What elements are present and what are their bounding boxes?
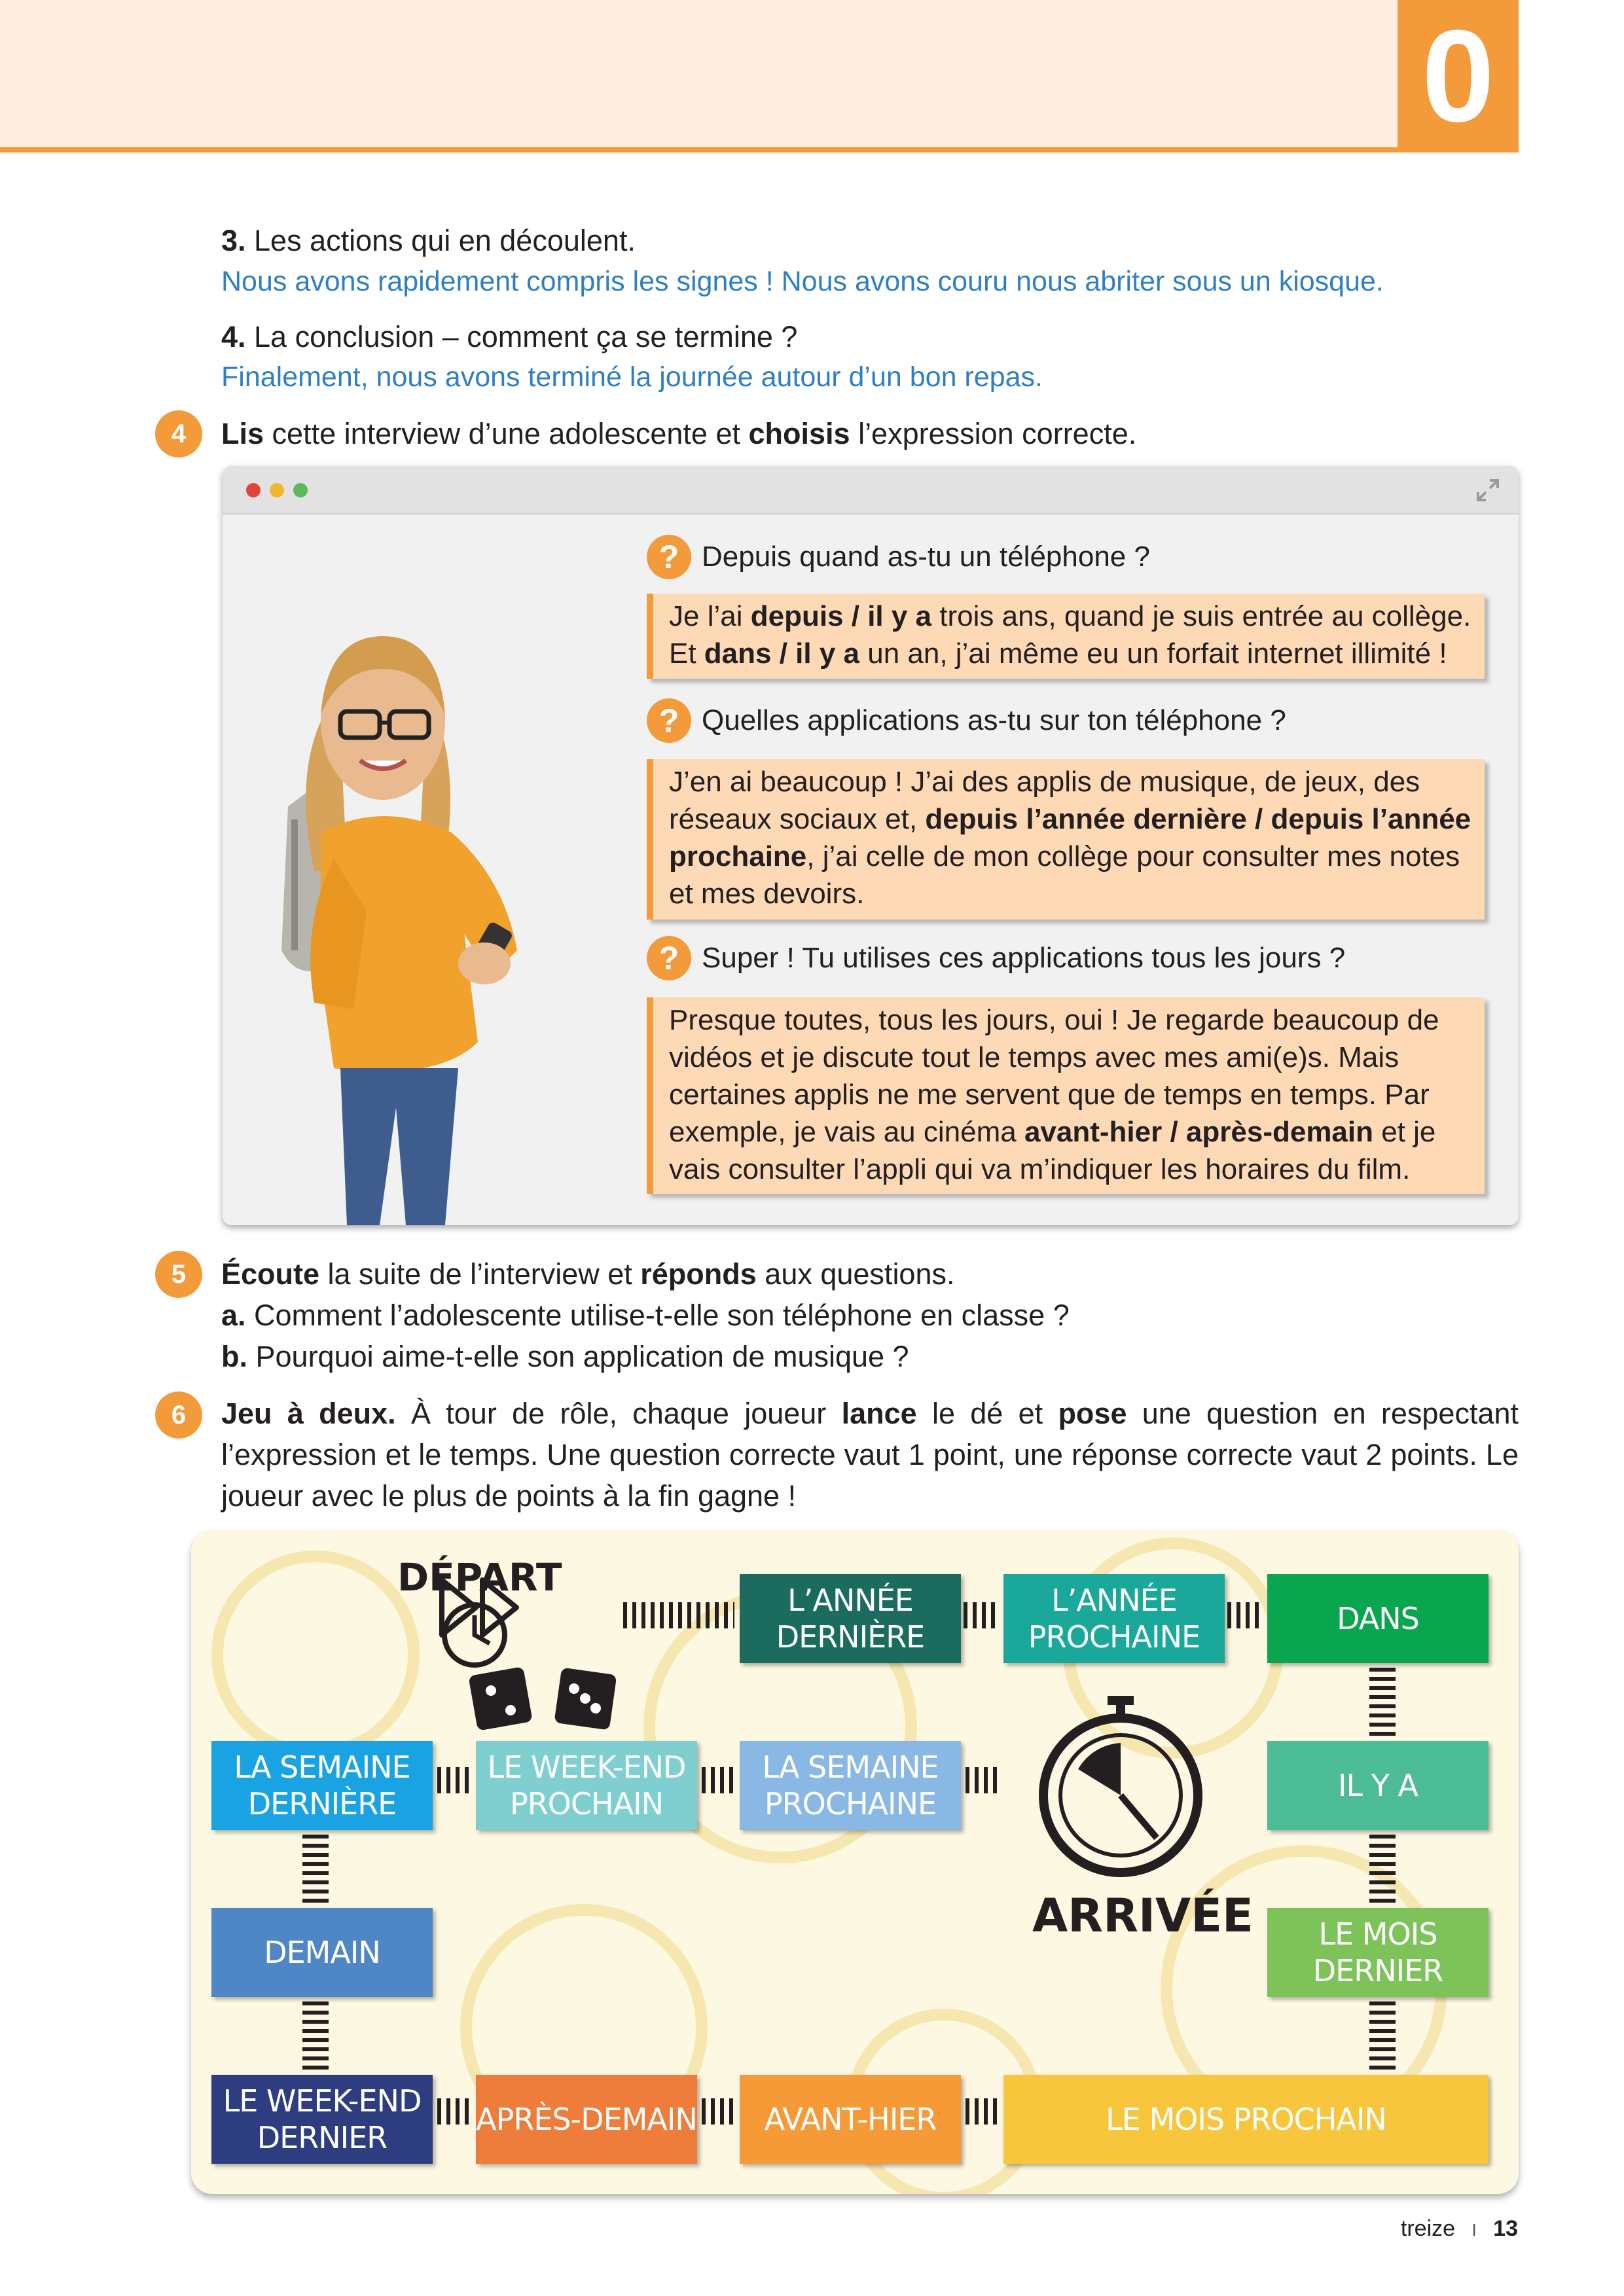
minimize-dot-icon bbox=[270, 483, 284, 497]
path-connector bbox=[302, 1835, 329, 1907]
path-connector bbox=[702, 2098, 734, 2125]
tile-demain[interactable]: DEMAIN bbox=[211, 1908, 433, 1997]
exercise5-question-b: b. Pourquoi aime-t-elle son application de musique ? bbox=[221, 1340, 909, 1373]
exercise5-question-a: a. Comment l’adolescente utilise-t-elle son téléphone en classe ? bbox=[221, 1299, 1070, 1332]
path-connector bbox=[623, 1602, 734, 1628]
exercise3-item4-answer: Finalement, nous avons terminé la journée autour d’un bon repas. bbox=[221, 361, 1043, 393]
question-mark-icon: ? bbox=[647, 936, 691, 980]
question-1-text: Depuis quand as-tu un téléphone ? bbox=[702, 541, 1150, 573]
board-game bbox=[191, 1530, 1519, 2194]
exercise4-instruction: Lis cette interview d’une adolescente et choisis l’expression correcte. bbox=[221, 417, 1137, 450]
page-footer bbox=[1401, 2216, 1518, 2242]
exercise3-item3: 3. Les actions qui en découlent. bbox=[221, 224, 636, 257]
tile-apres-demain[interactable]: APRÈS-DEMAIN bbox=[476, 2075, 697, 2164]
tile-weekend-dernier[interactable]: LE WEEK-END DERNIER bbox=[211, 2075, 433, 2164]
question-2-text: Quelles applications as-tu sur ton téléphone ? bbox=[702, 704, 1286, 736]
tile-dans[interactable]: DANS bbox=[1267, 1574, 1489, 1663]
path-connector bbox=[302, 2001, 329, 2073]
answer-1: Je l’ai depuis / il y a trois ans, quand je suis entrée au collège. Et dans / il y a un an, j’ai même eu un forfait internet illimité ! bbox=[647, 594, 1485, 679]
question-3-text: Super ! Tu utilises ces applications tous les jours ? bbox=[702, 942, 1346, 974]
question-mark-icon: ? bbox=[647, 535, 691, 579]
exercise3-item4: 4. La conclusion – comment ça se termine ? bbox=[221, 320, 798, 353]
page-number: 13 bbox=[1493, 2216, 1518, 2241]
tile-weekend-prochain[interactable]: LE WEEK-END PROCHAIN bbox=[476, 1741, 697, 1830]
question-mark-icon: ? bbox=[647, 698, 691, 743]
exercise4-number: 4 bbox=[155, 410, 202, 457]
exercise5-instruction: Écoute la suite de l’interview et réponds aux questions. bbox=[221, 1257, 955, 1291]
answer-2: J’en ai beaucoup ! J’ai des applis de musique, de jeux, des réseaux sociaux et, depuis l’année dernière / depuis l’année prochaine, j’ai celle de mon collège pour consulter mes notes et mes devoirs. bbox=[647, 759, 1485, 920]
path-connector bbox=[965, 1767, 998, 1793]
window-titlebar bbox=[223, 466, 1519, 514]
expand-icon[interactable] bbox=[1475, 478, 1500, 503]
path-connector bbox=[702, 1767, 734, 1793]
exercise5-number: 5 bbox=[155, 1251, 202, 1298]
close-dot-icon bbox=[246, 483, 261, 497]
path-connector bbox=[965, 2098, 998, 2125]
teenage-girl-illustration bbox=[242, 584, 609, 1225]
clock-icon bbox=[439, 1599, 511, 1671]
footer-separator: I bbox=[1471, 2220, 1477, 2240]
tile-il-y-a[interactable]: IL Y A bbox=[1267, 1741, 1489, 1830]
stopwatch-icon bbox=[1022, 1687, 1219, 1884]
interview-window bbox=[223, 466, 1519, 1225]
tile-mois-prochain[interactable]: LE MOIS PROCHAIN bbox=[1003, 2075, 1489, 2164]
tile-semaine-derniere[interactable]: LA SEMAINE DERNIÈRE bbox=[211, 1741, 433, 1830]
maximize-dot-icon bbox=[293, 483, 308, 497]
path-connector bbox=[1369, 1835, 1396, 1907]
path-connector bbox=[1369, 2001, 1396, 2073]
answer-3: Presque toutes, tous les jours, oui ! Je regarde beaucoup de vidéos et je discute tout le temps avec mes ami(e)s. Mais certaines applis ne me servent que de temps en temps. Par exemple, je vais au cinéma avant-hier / après-demain et je vais consulter l’appli qui va m’indiquer les horaires du film. bbox=[647, 997, 1485, 1194]
tile-semaine-prochaine[interactable]: LA SEMAINE PROCHAINE bbox=[740, 1741, 961, 1830]
header-band bbox=[0, 0, 1398, 147]
chapter-number: 0 bbox=[1398, 0, 1519, 152]
exercise6-instruction: Jeu à deux. À tour de rôle, chaque joueur lance le dé et pose une question en respectant l’expression et le temps. Une question correcte vaut 1 point, une réponse correcte vaut 2 points. Le joueur avec le plus de points à la fin gagne ! bbox=[221, 1397, 1519, 1513]
exercise3-item3-answer: Nous avons rapidement compris les signes ! Nous avons couru nous abriter sous un kiosque. bbox=[221, 266, 1384, 297]
page-word: treize bbox=[1400, 2216, 1456, 2241]
path-connector bbox=[437, 1767, 470, 1793]
path-connector bbox=[964, 1602, 996, 1628]
tile-avant-hier[interactable]: AVANT-HIER bbox=[740, 2075, 961, 2164]
dice-icon bbox=[466, 1661, 623, 1733]
path-connector bbox=[1369, 1668, 1396, 1740]
tile-annee-prochaine[interactable]: L’ANNÉE PROCHAINE bbox=[1003, 1574, 1225, 1663]
path-connector bbox=[437, 2098, 470, 2125]
tile-annee-derniere[interactable]: L’ANNÉE DERNIÈRE bbox=[740, 1574, 961, 1663]
start-label: DÉPART bbox=[397, 1555, 562, 1600]
finish-label: ARRIVÉE bbox=[1032, 1889, 1254, 1943]
tile-mois-dernier[interactable]: LE MOIS DERNIER bbox=[1267, 1908, 1489, 1997]
path-connector bbox=[1227, 1602, 1260, 1628]
exercise6-number: 6 bbox=[155, 1391, 202, 1439]
header-rule bbox=[0, 147, 1519, 152]
